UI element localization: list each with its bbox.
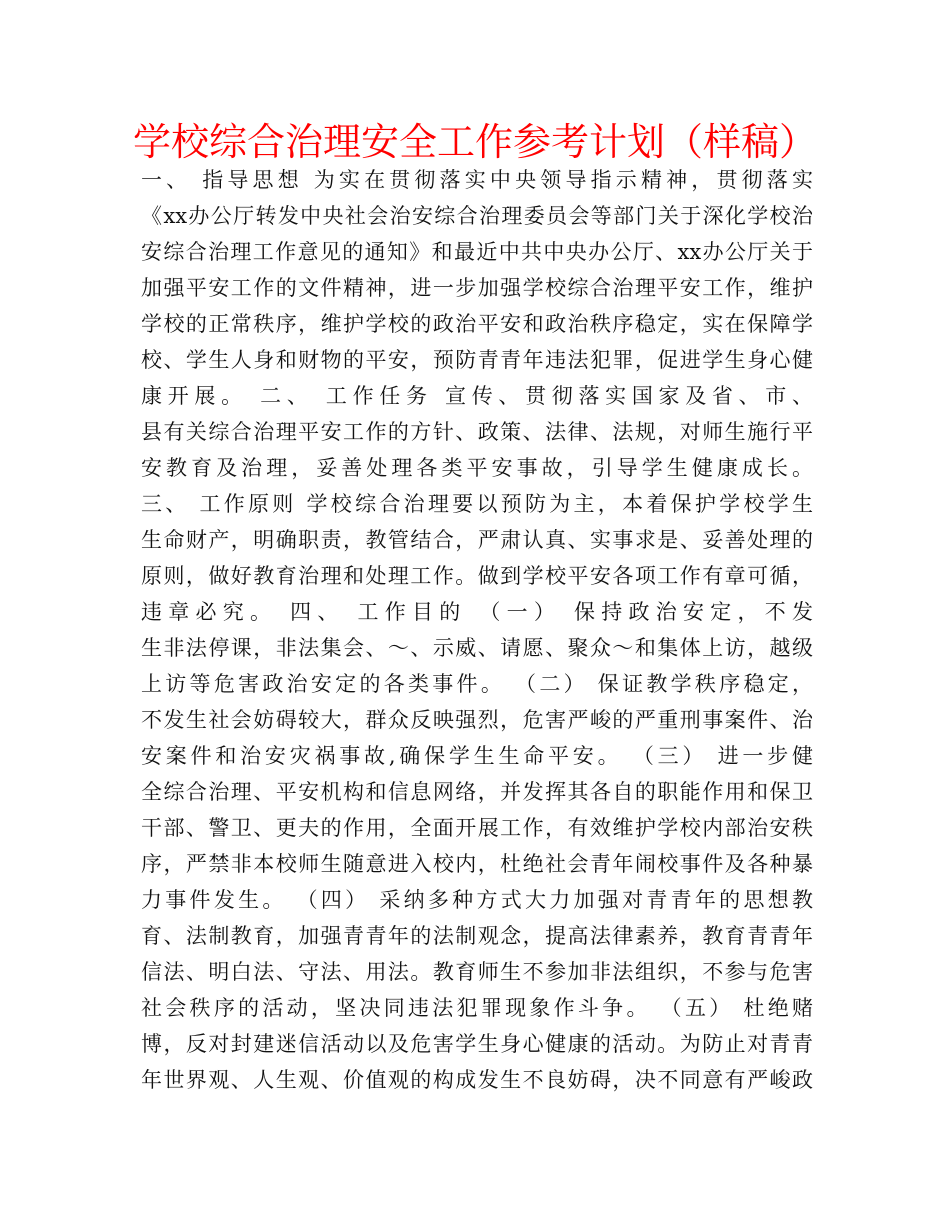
body-line: 校、学生人身和财物的平安，预防青青年违法犯罪，促进学生身心健 [141,348,813,372]
body-line: 社会秩序的活动，坚决同违法犯罪现象作斗争。 （五） 杜绝赌 [141,996,813,1020]
body-line: 力事件发生。 （四） 采纳多种方式大力加强对青青年的思想教 [141,888,813,912]
body-line: 博，反对封建迷信活动以及危害学生身心健康的活动。为防止对青青 [141,1032,813,1056]
body-line: 一、 指导思想 为实在贯彻落实中央领导指示精神，贯彻落实 [141,168,813,192]
body-line: 《xx办公厅转发中央社会治安综合治理委员会等部门关于深化学校治 [141,204,813,228]
body-line: 安案件和治安灾祸事故,确保学生生命平安。 （三） 进一步健 [141,744,813,768]
body-line: 上访等危害政治安定的各类事件。 （二） 保证教学秩序稳定， [141,672,813,696]
body-line: 干部、警卫、更夫的作用，全面开展工作，有效维护学校内部治安秩 [141,816,813,840]
body-line: 学校的正常秩序，维护学校的政治平安和政治秩序稳定，实在保障学 [141,312,813,336]
body-line: 生命财产，明确职责，教管结合，严肃认真、实事求是、妥善处理的 [141,528,813,552]
body-line: 原则，做好教育治理和处理工作。做到学校平安各项工作有章可循， [141,564,813,588]
document-title: 学校综合治理安全工作参考计划（样稿） [132,120,817,164]
body-line: 生非法停课，非法集会、～、示威、请愿、聚众～和集体上访，越级 [141,636,813,660]
body-line: 加强平安工作的文件精神，进一步加强学校综合治理平安工作，维护 [141,276,813,300]
body-line: 不发生社会妨碍较大，群众反映强烈，危害严峻的严重刑事案件、治 [141,708,813,732]
body-line: 全综合治理、平安机构和信息网络，并发挥其各自的职能作用和保卫 [141,780,813,804]
body-line: 信法、明白法、守法、用法。教育师生不参加非法组织，不参与危害 [141,960,813,984]
body-line: 三、 工作原则 学校综合治理要以预防为主，本着保护学校学生 [141,492,813,516]
body-line: 康开展。 二、 工作任务 宣传、贯彻落实国家及省、市、 [141,384,813,408]
body-line: 县有关综合治理平安工作的方针、政策、法律、法规，对师生施行平 [141,420,813,444]
body-line: 育、法制教育，加强青青年的法制观念，提高法律素养，教育青青年 [141,924,813,948]
body-line: 年世界观、人生观、价值观的构成发生不良妨碍，决不同意有严峻政 [141,1068,813,1092]
body-line: 违章必究。 四、 工作目的 （一） 保持政治安定，不发 [141,600,813,624]
document-body [141,162,813,1098]
body-line: 安综合治理工作意见的通知》和最近中共中央办公厅、xx办公厅关于 [141,240,813,264]
body-line: 安教育及治理，妥善处理各类平安事故，引导学生健康成长。 [141,456,813,480]
body-line: 序，严禁非本校师生随意进入校内，杜绝社会青年闹校事件及各种暴 [141,852,813,876]
